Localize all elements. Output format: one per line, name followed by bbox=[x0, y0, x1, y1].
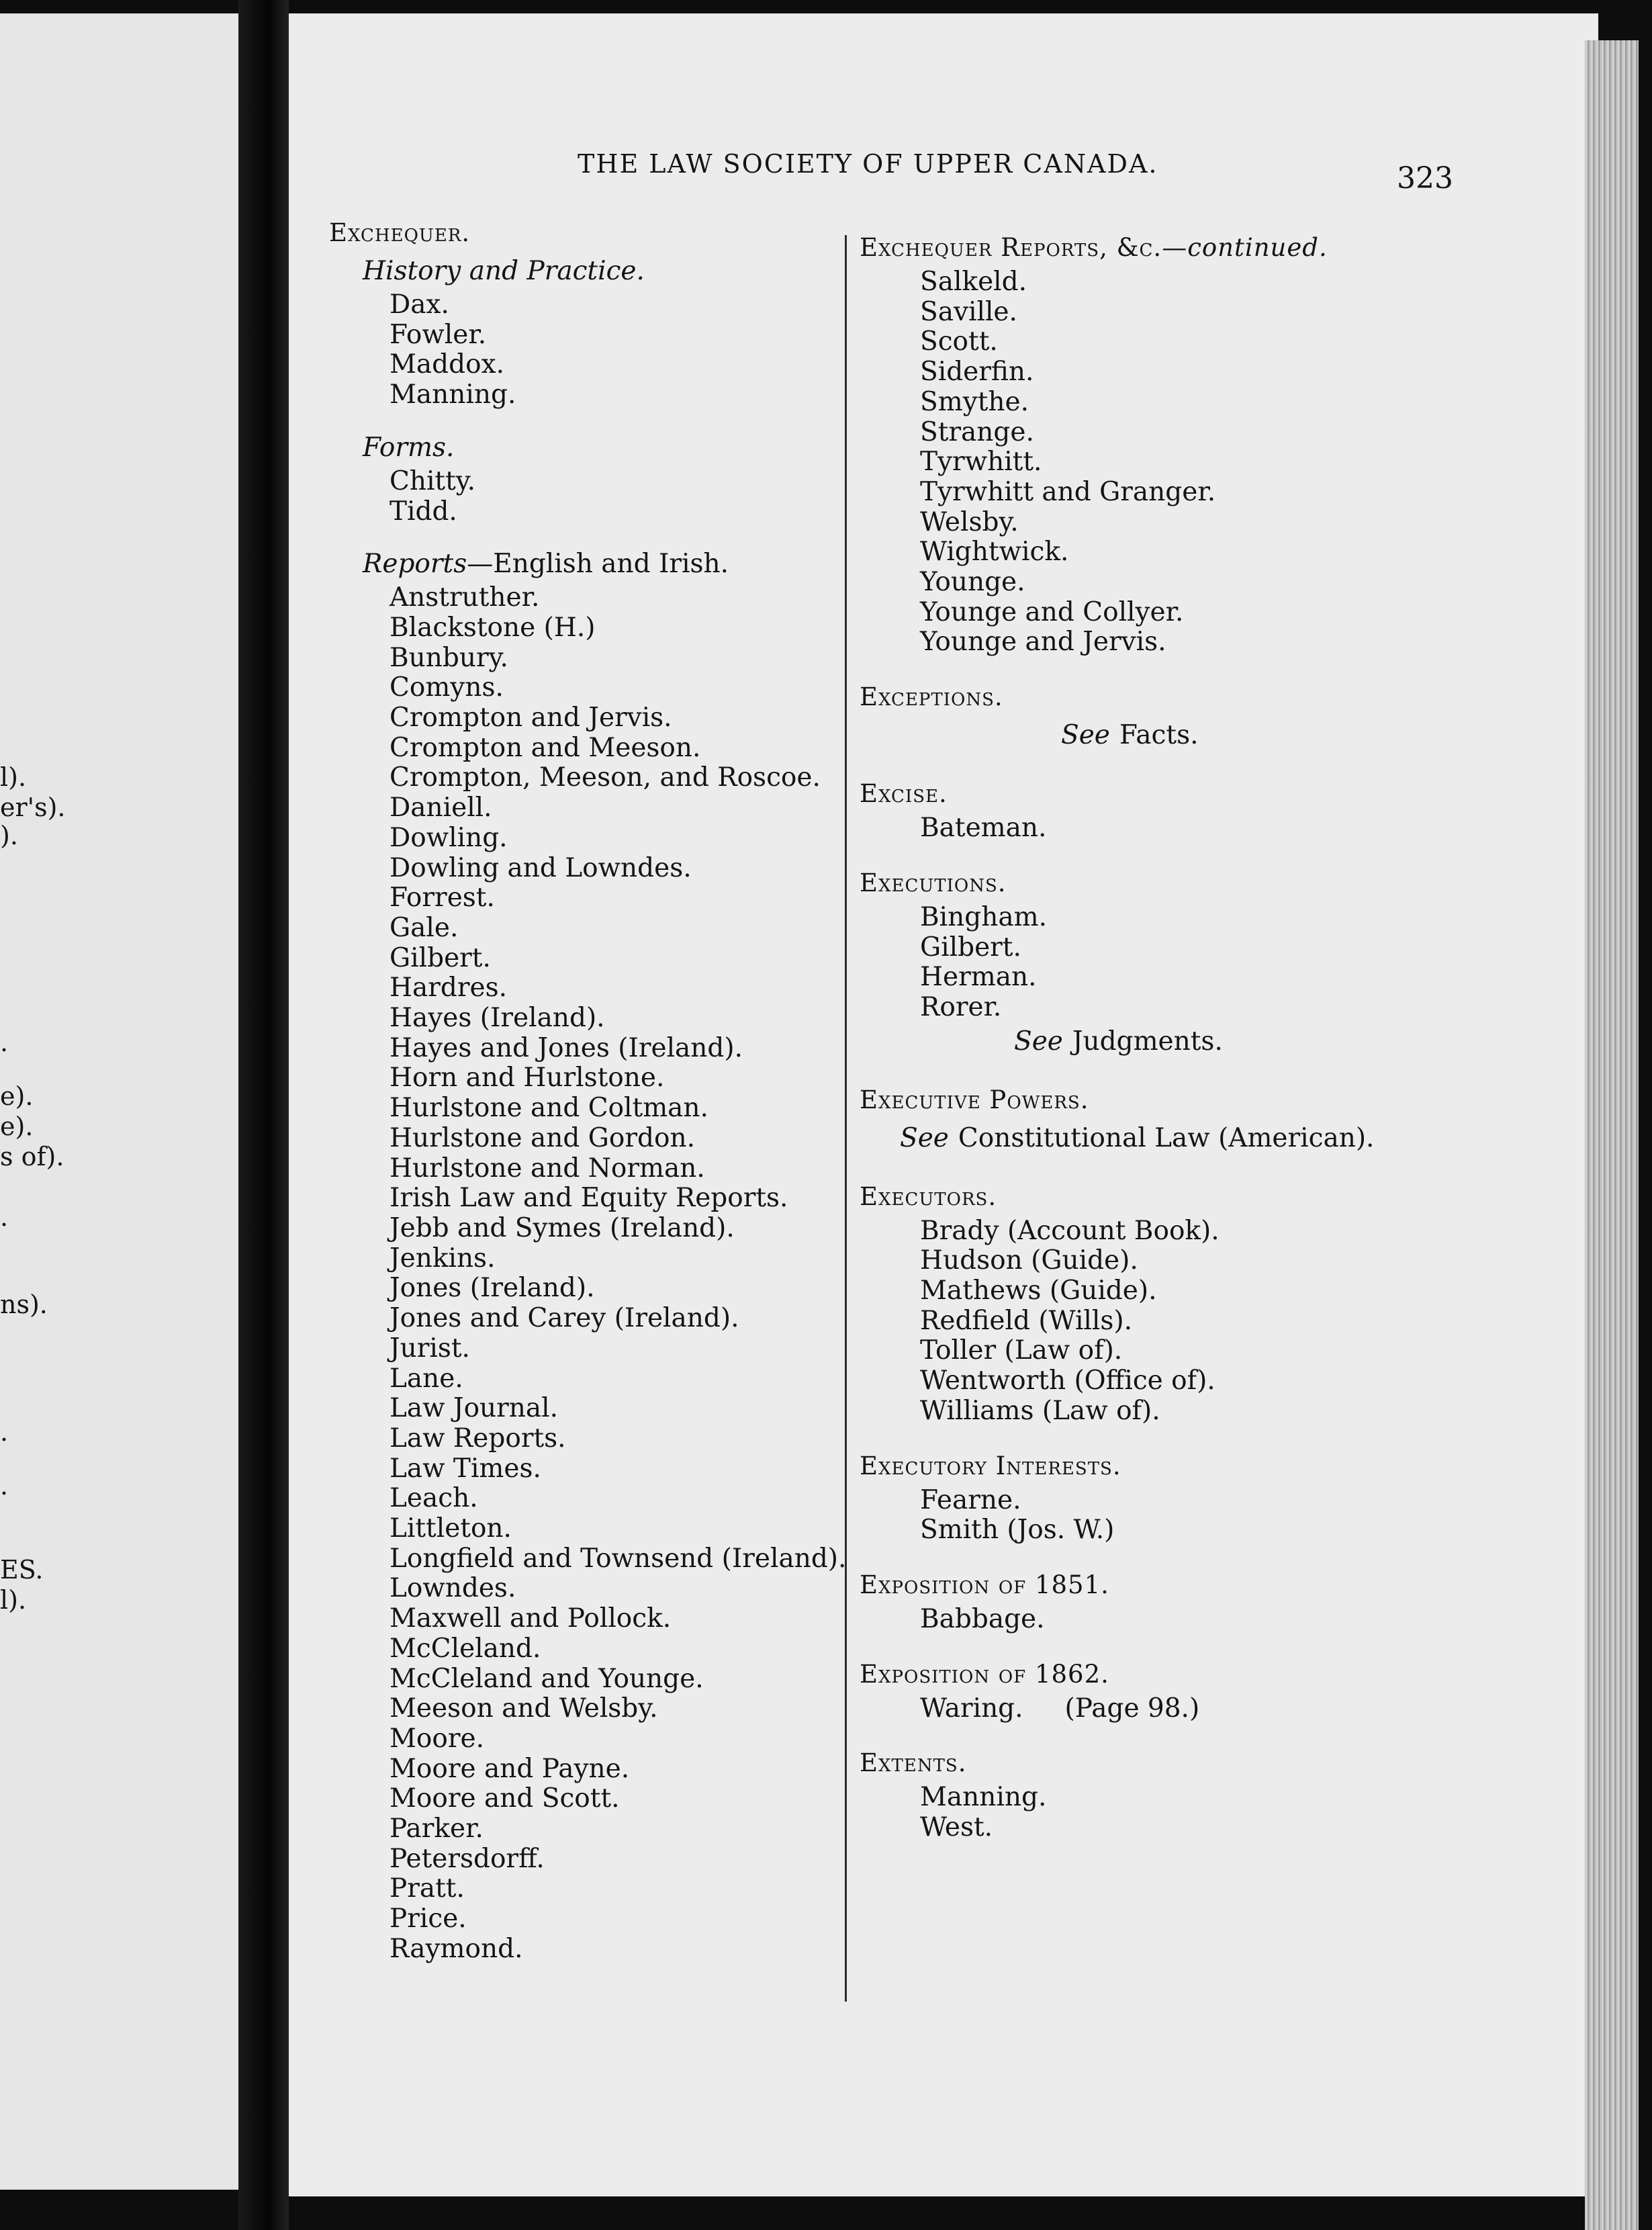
index-entry: Irish Law and Equity Reports. bbox=[389, 1183, 788, 1214]
index-section bbox=[860, 1655, 1464, 1724]
index-entry: Pratt. bbox=[389, 1873, 465, 1904]
continued-heading-text: Exchequer Reports, &c. bbox=[860, 233, 1162, 262]
index-entry: Hurlstone and Norman. bbox=[389, 1153, 705, 1184]
facing-page-fragment: s of). bbox=[0, 1142, 64, 1171]
right-sections bbox=[860, 678, 1464, 1843]
cross-reference bbox=[860, 1023, 1464, 1061]
right-column bbox=[860, 228, 1464, 1843]
index-entry: Gilbert. bbox=[389, 942, 491, 973]
index-entry: Hardres. bbox=[389, 973, 508, 1004]
section-list bbox=[860, 813, 1464, 844]
index-entry: Horn and Hurlstone. bbox=[389, 1063, 665, 1094]
see-target: Facts. bbox=[1119, 720, 1199, 751]
index-section bbox=[860, 678, 1464, 754]
index-entry: Blackstone (H.) bbox=[389, 612, 596, 643]
section-list bbox=[860, 1486, 1464, 1546]
facing-page-fragment: l). bbox=[0, 762, 27, 792]
see-word: See bbox=[1061, 720, 1110, 751]
index-entry: Leach. bbox=[389, 1483, 478, 1514]
index-entry: Hudson (Guide). bbox=[920, 1245, 1138, 1276]
index-entry: Strange. bbox=[920, 416, 1034, 447]
facing-page-fragment: ns). bbox=[0, 1290, 48, 1319]
cross-reference bbox=[860, 1120, 1464, 1157]
section-list bbox=[860, 1694, 1464, 1724]
index-entry: Salkeld. bbox=[920, 267, 1027, 297]
index-entry: Tyrwhitt. bbox=[920, 447, 1042, 478]
running-head: THE LAW SOCIETY OF UPPER CANADA. bbox=[578, 149, 1158, 179]
section-heading: Exposition of 1851. bbox=[860, 1570, 1109, 1599]
index-entry: Raymond. bbox=[389, 1933, 523, 1964]
facing-page-fragment: l). bbox=[0, 1585, 27, 1615]
see-target: Constitutional Law (American). bbox=[958, 1122, 1375, 1153]
index-entry: McCleland and Younge. bbox=[389, 1663, 704, 1694]
book-gutter bbox=[238, 0, 289, 2230]
index-entry: Crompton, Meeson, and Roscoe. bbox=[389, 762, 821, 793]
index-entry: Hurlstone and Gordon. bbox=[389, 1122, 695, 1153]
index-entry: Law Reports. bbox=[389, 1423, 566, 1454]
index-entry: Dax. bbox=[389, 289, 449, 320]
index-entry: Hurlstone and Coltman. bbox=[389, 1093, 708, 1124]
continued-list bbox=[860, 267, 1464, 658]
page-edges-shadow bbox=[1639, 0, 1652, 2230]
page-number: 323 bbox=[1397, 161, 1453, 195]
index-entry: Chitty. bbox=[389, 465, 476, 496]
index-entry: Jones and Carey (Ireland). bbox=[389, 1303, 739, 1334]
section-list bbox=[860, 1605, 1464, 1635]
subheading-history: History and Practice. bbox=[363, 256, 645, 286]
index-entry: Wightwick. bbox=[920, 537, 1069, 568]
index-entry: Siderfin. bbox=[920, 357, 1034, 388]
facing-page-fragment: e). bbox=[0, 1081, 34, 1111]
index-section bbox=[860, 1081, 1464, 1157]
index-entry: Gilbert. bbox=[920, 932, 1021, 963]
index-entry: Hayes and Jones (Ireland). bbox=[389, 1032, 743, 1063]
facing-page-fragment: . bbox=[0, 1028, 9, 1057]
facing-page-fragment: e). bbox=[0, 1112, 34, 1141]
index-entry: Gale. bbox=[389, 912, 459, 943]
index-entry: Hayes (Ireland). bbox=[389, 1003, 605, 1034]
index-section bbox=[860, 1447, 1464, 1546]
index-entry: Moore and Payne. bbox=[389, 1753, 630, 1784]
forms-list bbox=[363, 467, 853, 527]
continued-suffix: —continued. bbox=[1162, 233, 1328, 262]
facing-page-fragment: . bbox=[0, 1471, 9, 1501]
section-heading: Executive Powers. bbox=[860, 1085, 1089, 1114]
index-entry: Dowling and Lowndes. bbox=[389, 852, 692, 883]
index-entry: Rorer. bbox=[920, 991, 1002, 1022]
index-entry: Babbage. bbox=[920, 1603, 1045, 1634]
section-heading: Excise. bbox=[860, 779, 948, 809]
index-entry: Smith (Jos. W.) bbox=[920, 1515, 1115, 1546]
index-entry: Moore and Scott. bbox=[389, 1783, 620, 1814]
see-target: Judgments. bbox=[1072, 1026, 1223, 1057]
index-entry: Forrest. bbox=[389, 883, 495, 913]
index-entry: Smythe. bbox=[920, 386, 1029, 417]
index-entry: Price. bbox=[389, 1904, 467, 1934]
index-entry: Anstruther. bbox=[389, 582, 540, 613]
index-entry: Petersdorff. bbox=[389, 1843, 545, 1874]
index-entry: Fearne. bbox=[920, 1484, 1021, 1515]
index-entry: Parker. bbox=[389, 1814, 484, 1844]
see-word: See bbox=[900, 1122, 949, 1153]
index-entry: Jones (Ireland). bbox=[389, 1273, 595, 1304]
facing-page-fragment: . bbox=[0, 1202, 9, 1232]
index-entry: Lowndes. bbox=[389, 1573, 516, 1604]
index-entry: Jebb and Symes (Ireland). bbox=[389, 1212, 735, 1243]
index-entry: Bateman. bbox=[920, 813, 1047, 844]
section-heading: Executors. bbox=[860, 1181, 997, 1211]
index-entry: Brady (Account Book). bbox=[920, 1215, 1220, 1246]
index-entry: Scott. bbox=[920, 326, 998, 357]
index-entry: Littleton. bbox=[389, 1513, 512, 1544]
facing-page-fragment: er's). bbox=[0, 793, 66, 822]
section-heading: Exposition of 1862. bbox=[860, 1659, 1109, 1689]
index-section bbox=[860, 864, 1464, 1061]
index-entry: Crompton and Meeson. bbox=[389, 732, 701, 763]
history-list bbox=[363, 290, 853, 410]
section-heading: Executory Interests. bbox=[860, 1451, 1121, 1480]
index-entry: Waring. (Page 98.) bbox=[920, 1693, 1200, 1724]
index-entry: West. bbox=[920, 1812, 993, 1843]
left-column bbox=[329, 214, 853, 1965]
reports-list bbox=[363, 583, 853, 1964]
section-heading-exchequer: Exchequer. bbox=[329, 218, 471, 247]
facing-page bbox=[0, 13, 238, 2190]
index-entry: Fowler. bbox=[389, 319, 487, 350]
section-heading: Exceptions. bbox=[860, 682, 1003, 712]
index-entry: Law Times. bbox=[389, 1453, 541, 1484]
index-entry: Meeson and Welsby. bbox=[389, 1693, 658, 1724]
index-entry: Crompton and Jervis. bbox=[389, 703, 672, 733]
index-entry: Bunbury. bbox=[389, 642, 508, 673]
cross-reference bbox=[860, 717, 1464, 754]
index-entry: Dowling. bbox=[389, 822, 508, 853]
index-entry: Williams (Law of). bbox=[920, 1395, 1160, 1426]
index-entry: Herman. bbox=[920, 962, 1037, 993]
section-list bbox=[860, 1216, 1464, 1427]
index-entry: Jenkins. bbox=[389, 1243, 496, 1274]
index-entry: Bingham. bbox=[920, 901, 1047, 932]
index-entry: Manning. bbox=[389, 380, 516, 410]
index-entry: Younge and Jervis. bbox=[920, 627, 1166, 658]
subheading-reports bbox=[363, 545, 853, 583]
index-entry: Law Journal. bbox=[389, 1393, 559, 1424]
index-entry: Manning. bbox=[920, 1782, 1047, 1813]
index-entry: Toller (Law of). bbox=[920, 1335, 1123, 1366]
facing-page-fragment: . bbox=[0, 1417, 9, 1447]
continued-heading bbox=[860, 228, 1464, 267]
facing-page-fragment: ES. bbox=[0, 1555, 44, 1585]
section-list bbox=[860, 903, 1464, 1023]
section-heading: Extents. bbox=[860, 1748, 967, 1778]
index-entry: McCleland. bbox=[389, 1633, 541, 1664]
index-entry: Lane. bbox=[389, 1363, 463, 1394]
index-entry: Daniell. bbox=[389, 793, 492, 823]
index-entry: Maxwell and Pollock. bbox=[389, 1603, 672, 1634]
index-entry: Moore. bbox=[389, 1723, 485, 1754]
index-entry: Wentworth (Office of). bbox=[920, 1366, 1215, 1396]
index-entry: Redfield (Wills). bbox=[920, 1305, 1132, 1336]
index-entry: Saville. bbox=[920, 296, 1017, 327]
index-section bbox=[860, 1177, 1464, 1427]
index-entry: Comyns. bbox=[389, 672, 504, 703]
index-entry: Welsby. bbox=[920, 506, 1019, 537]
index-entry: Maddox. bbox=[389, 349, 504, 380]
index-entry: Younge and Collyer. bbox=[920, 596, 1184, 627]
index-entry: Mathews (Guide). bbox=[920, 1276, 1157, 1306]
reports-label-rest: —English and Irish. bbox=[467, 549, 729, 580]
index-section bbox=[860, 1744, 1464, 1842]
index-entry: Tidd. bbox=[389, 496, 457, 527]
facing-page-fragment: ). bbox=[0, 821, 18, 850]
see-word: See bbox=[1014, 1026, 1063, 1057]
index-section bbox=[860, 1566, 1464, 1635]
reports-label: Reports bbox=[363, 549, 467, 580]
index-entry: Jurist. bbox=[389, 1333, 470, 1364]
section-heading: Executions. bbox=[860, 868, 1007, 897]
index-section bbox=[860, 774, 1464, 844]
index-entry: Tyrwhitt and Granger. bbox=[920, 476, 1216, 507]
index-entry: Younge. bbox=[920, 567, 1025, 598]
section-list bbox=[860, 1783, 1464, 1842]
subheading-forms: Forms. bbox=[363, 432, 455, 463]
index-entry: Longfield and Townsend (Ireland). bbox=[389, 1543, 847, 1574]
